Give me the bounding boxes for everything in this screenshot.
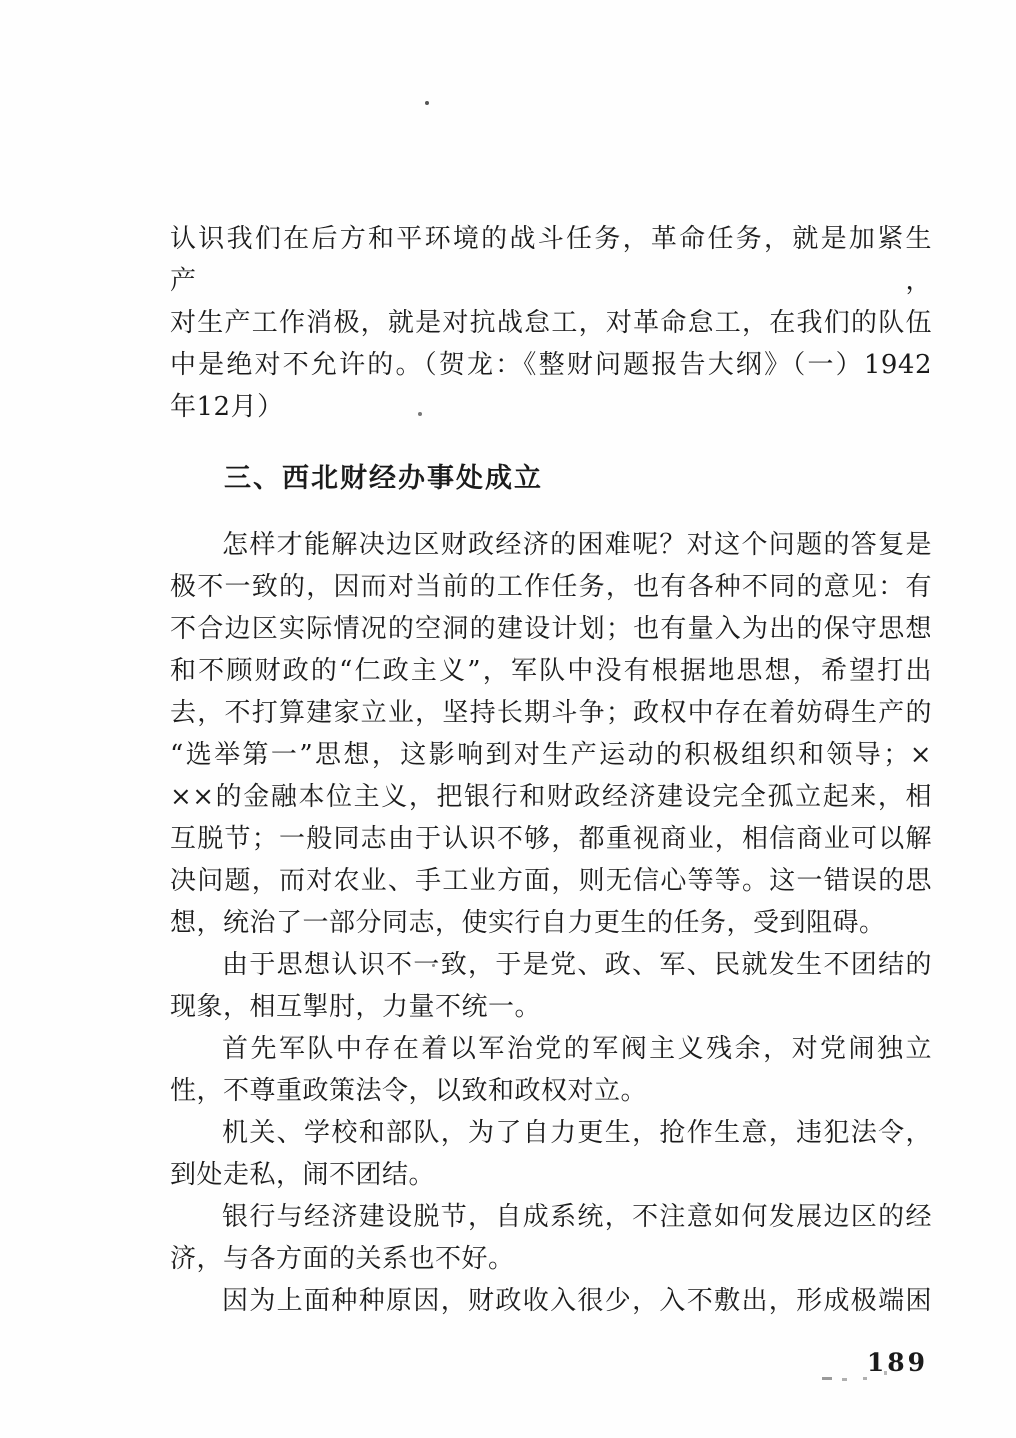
text-line: 中是绝对不允许的。（贺龙：《整财问题报告大纲》（一）1942	[170, 350, 932, 380]
text-line: 机关、学校和部队，为了自力更生，抢作生意，违犯法令，	[222, 1118, 932, 1148]
text-line: 认识我们在后方和平环境的战斗任务，革命任务，就是加紧生产，	[170, 224, 932, 296]
text-line: “选举第一”思想，这影响到对生产运动的积极组织和领导；×	[170, 740, 932, 770]
text-line: ××的金融本位主义，把银行和财政经济建设完全孤立起来，相	[170, 782, 932, 812]
text-line: 和不顾财政的“仁政主义”，军队中没有根据地思想，希望打出	[170, 656, 932, 686]
text-line: 济，与各方面的关系也不好。	[170, 1244, 515, 1274]
text-line: 对生产工作消极，就是对抗战怠工，对革命怠工，在我们的队伍	[170, 308, 932, 338]
section-heading: 三、西北财经办事处成立	[224, 463, 543, 494]
paragraph-quote-continuation	[170, 218, 932, 428]
scan-speck	[425, 101, 429, 105]
paragraph-body	[170, 944, 932, 1028]
text-line: 银行与经济建设脱节，自成系统，不注意如何发展边区的经	[222, 1202, 932, 1232]
text-line: 极不一致的，因而对当前的工作任务，也有各种不同的意见：有	[170, 572, 932, 602]
text-line: 想，统治了一部分同志，使实行自力更生的任务，受到阻碍。	[170, 908, 886, 938]
text-line: 不合边区实际情况的空洞的建设计划；也有量入为出的保守思想	[170, 614, 932, 644]
text-line: 年12月）	[170, 392, 284, 422]
text-block	[170, 218, 932, 1384]
text-line: 现象，相互掣肘，力量不统一。	[170, 992, 542, 1022]
paragraph-body	[170, 524, 932, 944]
page-number: 189	[866, 1348, 928, 1377]
text-line: 性，不尊重政策法令，以致和政权对立。	[170, 1076, 648, 1106]
text-line: 到处走私，闹不团结。	[170, 1160, 436, 1190]
text-line: 由于思想认识不一致，于是党、政、军、民就发生不团结的	[222, 950, 932, 980]
text-line: 怎样才能解决边区财政经济的困难呢？对这个问题的答复是	[222, 530, 932, 560]
text-line: 决问题，而对农业、手工业方面，则无信心等等。这一错误的思	[170, 866, 932, 896]
text-line: 去，不打算建家立业，坚持长期斗争；政权中存在着妨碍生产的	[170, 698, 932, 728]
text-line: 首先军队中存在着以军治党的军阀主义残余，对党闹独立	[222, 1034, 932, 1064]
paragraph-body	[170, 1112, 932, 1196]
paragraph-body	[170, 1028, 932, 1112]
paragraph-body	[170, 1280, 932, 1322]
text-line: 互脱节；一般同志由于认识不够，都重视商业，相信商业可以解	[170, 824, 932, 854]
paragraph-body	[170, 1196, 932, 1280]
text-line: 因为上面种种原因，财政收入很少，入不敷出，形成极端困	[222, 1286, 932, 1316]
